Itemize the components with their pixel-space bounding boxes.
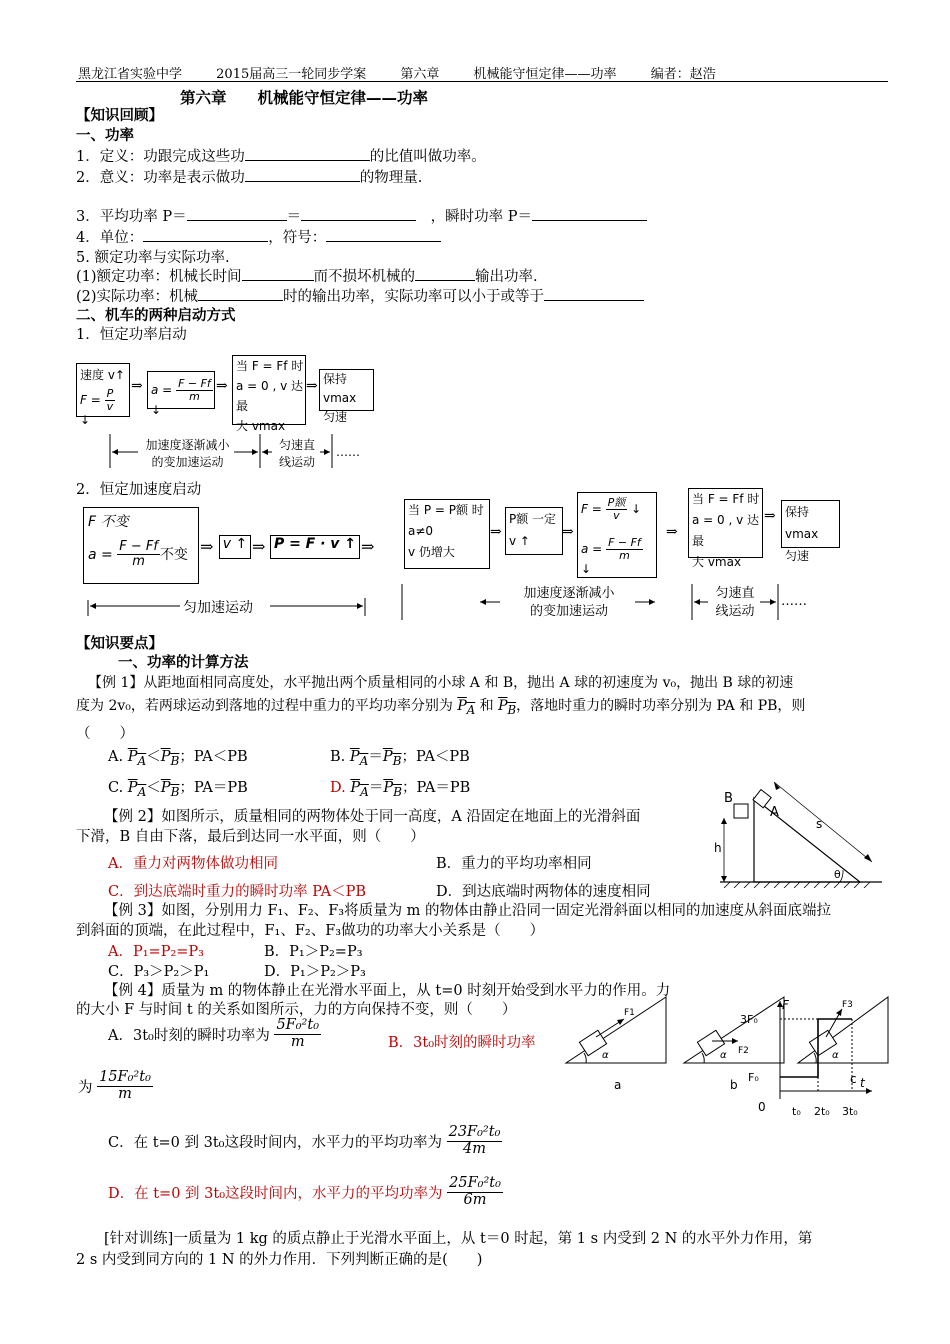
flow2-b4c: v 仍增大 — [408, 545, 455, 559]
fig-2t0: 2t₀ — [814, 1105, 830, 1118]
review-line-3 — [76, 205, 647, 226]
s: A — [466, 702, 476, 717]
fraction — [447, 1125, 503, 1158]
label: A. — [108, 749, 124, 765]
ex3-line-1: 【例 3】如图，分别用力 F₁、F₂、F₃将质量为 m 的物体由静止沿同一固定光滑斜面以相同的加速度从斜面底端拉 — [104, 903, 832, 919]
s: A — [137, 784, 147, 799]
ex3-option-a[interactable] — [108, 940, 204, 961]
s: B — [170, 753, 180, 768]
den: m — [290, 1033, 305, 1050]
den: m — [132, 554, 145, 570]
ex4-line-2: 的大小 F 与时间 t 的关系如图所示，力的方向保持不变，则（ ） — [76, 1002, 517, 1018]
num: F − Ff — [119, 539, 158, 554]
fig-f2: F2 — [738, 1046, 749, 1056]
p: P — [127, 749, 138, 765]
implies-arrow-icon: ⇒ — [490, 524, 502, 540]
blank[interactable] — [544, 286, 644, 301]
l: 线运动 — [715, 604, 755, 619]
flow2-box-3: P = F · v ↑ — [270, 535, 360, 559]
den: v — [613, 509, 620, 523]
header-author: 编者：赵浩 — [650, 67, 716, 82]
s: B — [393, 784, 402, 799]
fig-f0: F₀ — [748, 1071, 759, 1084]
blank[interactable] — [242, 266, 314, 281]
ex1-line-2 — [76, 695, 805, 717]
blank[interactable] — [415, 266, 475, 281]
flow2-b1c: 不变 — [159, 546, 188, 563]
flow1-b4a: 保持 vmax — [323, 372, 357, 405]
ex4-option-d[interactable] — [108, 1176, 503, 1209]
startup-1: 1．恒定功率启动 — [76, 327, 187, 343]
section-power: 一、功率 — [76, 128, 134, 144]
fig-label-theta: θ — [834, 868, 841, 881]
ex2-line-1: 【例 2】如图所示，质量相同的两物体处于同一高度，A 沿固定在地面上的光滑斜面 — [104, 809, 641, 825]
flow2-b4b: a≠0 — [408, 524, 434, 538]
ex4-option-c[interactable] — [108, 1125, 502, 1158]
ex2-option-b[interactable]: B．重力的平均功率相同 — [436, 856, 592, 872]
ex4-force-figure — [562, 995, 892, 1120]
p: P — [457, 698, 467, 714]
l: 的变加速运动 — [529, 604, 608, 619]
l3c: ，瞬时功率 P＝ — [430, 209, 532, 225]
fig-origin: 0 — [758, 1100, 766, 1114]
num: 15F₀²t₀ — [99, 1069, 151, 1085]
s: B — [170, 784, 180, 799]
flow2-b5b: v ↑ — [509, 534, 530, 548]
s: A — [137, 753, 147, 768]
fraction — [606, 537, 643, 562]
den: m — [619, 549, 630, 563]
p: P — [498, 698, 508, 714]
op: ＜ — [146, 749, 161, 765]
num: 23F₀²t₀ — [448, 1124, 501, 1140]
implies-arrow-icon: ⇒ — [361, 537, 375, 556]
p: P — [382, 749, 393, 765]
implies-arrow-icon: ⇒ — [200, 537, 214, 556]
fig-label-a: A — [770, 805, 779, 820]
implies-arrow-icon: ⇒ — [216, 378, 228, 394]
t: B．3t₀时刻的瞬时功率 — [388, 1035, 536, 1051]
l3b: ＝ — [286, 209, 302, 225]
flow1-dots: …… — [336, 445, 360, 459]
fig-label-b: B — [724, 791, 733, 806]
flow2-b1-formula — [88, 540, 188, 570]
training-line-1: [针对训练]一质量为 1 kg 的质点静止于光滑水平面上，从 t＝0 时起，第 1 s 内受到 2 N 的水平外力作用，第 — [104, 1231, 813, 1247]
pbar — [382, 749, 402, 768]
page-header — [78, 63, 746, 82]
header-divider — [76, 81, 888, 82]
fraction — [274, 1018, 321, 1051]
section-startup: 二、机车的两种启动方式 — [76, 308, 236, 324]
flow1-box-3 — [232, 355, 306, 433]
implies-arrow-icon: ⇒ — [562, 524, 574, 540]
flow2-box-4 — [404, 499, 490, 569]
flow1-b3c: 大 vmax — [236, 419, 286, 433]
flow1-b1-formula — [80, 388, 129, 427]
l: 线运动 — [278, 455, 315, 469]
startup-2: 2．恒定加速度启动 — [76, 482, 202, 498]
l6a: (1)额定功率：机械长时间 — [76, 269, 242, 285]
den: m — [118, 1085, 132, 1102]
t: A．重力对两物体做功相同 — [108, 856, 278, 872]
flow2-box-6 — [577, 492, 657, 578]
l: 匀速直 — [715, 586, 755, 601]
ex1-option-a[interactable] — [108, 745, 248, 768]
review-line-4 — [76, 226, 441, 247]
flow1-b1b: F = — [80, 393, 101, 408]
den: m — [189, 390, 200, 404]
tail: ；PA＜PB — [401, 749, 470, 765]
l4a: 4．单位： — [76, 230, 144, 246]
fig-axis-f: F — [782, 998, 789, 1012]
ex4-option-a[interactable] — [108, 1018, 321, 1051]
p: P — [383, 780, 394, 796]
flow2-b5a: P额 一定 — [509, 512, 557, 526]
p: P — [127, 780, 138, 796]
pbar — [349, 749, 369, 768]
flow1-box-2 — [147, 371, 215, 418]
blank[interactable] — [143, 227, 268, 242]
flow2-b7c: 大 vmax — [692, 555, 742, 569]
fig-t0: t₀ — [792, 1105, 801, 1118]
fig-label-a: a — [614, 1078, 622, 1092]
num: F − Ff — [178, 377, 211, 390]
flow1-b2a: a = — [151, 383, 173, 398]
num: P — [106, 387, 114, 400]
fig-axis-t: t — [860, 1076, 865, 1090]
fig-alpha: α — [720, 1050, 727, 1061]
pbar — [127, 749, 147, 768]
pbar-b — [498, 698, 517, 717]
pbar — [350, 780, 369, 799]
flow1-b3b: a = 0 , v 达最 — [236, 379, 304, 413]
t: 度为 2v₀，若两球运动到落地的过程中重力的平均功率分别为 — [76, 698, 453, 714]
pbar-a — [457, 698, 476, 717]
l4b: ，符号： — [268, 230, 327, 246]
flow1-label-1 — [140, 437, 235, 471]
blank[interactable] — [245, 146, 370, 161]
blank[interactable] — [198, 286, 283, 301]
t: 和 — [479, 698, 494, 714]
flow1-label-2 — [272, 437, 322, 471]
fig-f3: F3 — [842, 1000, 853, 1010]
flow2-b8a: 保持 vmax — [785, 505, 819, 541]
p: P — [160, 780, 171, 796]
header-course: 2015届高三一轮同步学案 — [216, 67, 367, 82]
flow2-box-2: v ↑ — [219, 535, 251, 559]
flow2-label-3 — [710, 585, 760, 621]
blank[interactable] — [301, 206, 416, 221]
pbar — [383, 780, 402, 799]
l6b: 而不损坏机械的 — [313, 269, 416, 285]
down-arrow-icon: ↓ — [151, 403, 162, 418]
flow2-box-5 — [505, 507, 563, 555]
flow1-b4b: 匀速 — [323, 410, 348, 424]
label: C. — [108, 780, 124, 796]
flow1-box-4 — [319, 369, 374, 424]
flow2-b6-top — [581, 497, 641, 522]
fig-alpha: α — [602, 1050, 609, 1061]
flow2-dots: …… — [781, 594, 807, 609]
l6c: 输出功率. — [475, 269, 538, 285]
s: B — [392, 753, 402, 768]
flow2-box-7 — [688, 488, 763, 569]
s: A — [360, 784, 369, 799]
l: 加速度逐渐减小 — [145, 438, 230, 452]
flow1-box-1 — [76, 363, 130, 428]
l3a: 3．平均功率 P＝ — [76, 209, 187, 225]
op: ＜ — [146, 780, 161, 796]
flow1-b2-formula — [151, 378, 214, 417]
ex1-option-b[interactable] — [330, 745, 470, 768]
down-arrow-icon: ↓ — [581, 562, 592, 577]
flow2-b6a: F = — [581, 502, 602, 517]
implies-arrow-icon: ⇒ — [764, 508, 776, 524]
fig-alpha: α — [832, 1050, 839, 1061]
flow2-box-8 — [781, 500, 840, 563]
fig-3f0: 3F₀ — [740, 1013, 758, 1026]
blank[interactable] — [187, 206, 287, 221]
ex2-line-2: 下滑，B 自由下落，最后到达同一水平面，则（ ） — [76, 829, 425, 845]
l: 匀速直 — [278, 438, 315, 452]
fig-label-s: s — [816, 817, 823, 831]
l2a: 2．意义：功率是表示做功 — [76, 170, 245, 186]
ex4-option-b[interactable] — [388, 1031, 536, 1052]
t: D．在 t=0 到 3t₀这段时间内，水平力的平均功率为 — [108, 1185, 443, 1202]
fig-f1: F1 — [624, 1008, 635, 1018]
l7a: (2)实际功率：机械 — [76, 289, 199, 305]
review-line-1 — [76, 145, 486, 166]
num: 25F₀²t₀ — [449, 1175, 501, 1191]
num: 5F₀²t₀ — [276, 1017, 320, 1033]
header-topic: 机械能守恒定律——功率 — [473, 67, 617, 82]
fraction — [117, 540, 160, 570]
num: F − Ff — [608, 536, 641, 549]
flow1-b1a: 速度 v↑ — [80, 368, 125, 382]
pbar — [127, 780, 147, 799]
p: P — [350, 780, 361, 796]
label: B. — [330, 749, 346, 765]
down-arrow-icon: ↓ — [631, 502, 642, 517]
tail: ；PA＝PB — [179, 780, 248, 796]
flow2-box-1 — [83, 507, 199, 584]
l1b: 的比值叫做功率。 — [369, 149, 486, 165]
blank[interactable] — [532, 206, 647, 221]
t: C．在 t=0 到 3t₀这段时间内，水平力的平均功率为 — [108, 1134, 442, 1151]
ex3-option-b[interactable]: B．P₁＞P₂=P₃ — [264, 944, 363, 960]
blank[interactable] — [326, 227, 441, 242]
flow2-label-1: 匀加速运动 — [183, 600, 253, 616]
implies-arrow-icon: ⇒ — [131, 378, 143, 394]
t: A．P₁=P₂=P₃ — [108, 944, 204, 960]
p: P — [349, 749, 360, 765]
fraction — [447, 1176, 503, 1209]
points-heading: 【知识要点】 — [76, 636, 163, 652]
header-school: 黑龙江省实验中学 — [78, 67, 183, 82]
ex1-line-1: 【例 1】从距地面相同高度处，水平抛出两个质量相同的小球 A 和 B，抛出 A 球的初速度为 v₀，抛出 B 球的初速 — [88, 675, 794, 691]
l2b: 的物理量. — [359, 170, 423, 186]
fig-label-h: h — [714, 841, 722, 855]
num: P额 — [607, 496, 626, 509]
op: ＝ — [368, 749, 383, 765]
flow2-b7b: a = 0 , v 达最 — [692, 513, 760, 548]
ex3-line-2: 到斜面的顶端，在此过程中，F₁、F₂、F₃做功的功率大小关系是（ ） — [76, 923, 545, 939]
down-arrow-icon: ↓ — [80, 413, 91, 428]
op: ＝ — [368, 780, 384, 796]
l: 加速度逐渐减小 — [523, 586, 615, 601]
den: 4m — [463, 1140, 486, 1157]
ex1-option-d[interactable] — [330, 776, 470, 799]
flow2-b1b: a = — [88, 546, 113, 563]
ex2-option-d[interactable]: D．到达底端时两物体的速度相同 — [436, 884, 651, 900]
den: 6m — [463, 1191, 487, 1208]
den: v — [106, 400, 114, 414]
ex4-line-1: 【例 4】质量为 m 的物体静止在光滑水平面上，从 t=0 时刻开始受到水平力的作用。力 — [104, 983, 671, 999]
ex3-option-d[interactable]: D．P₁＞P₂＞P₃ — [264, 964, 366, 980]
page-title: 第六章 机械能守恒定律——功率 — [180, 89, 429, 107]
flow2-b1a: F 不变 — [88, 514, 129, 530]
fig-label-b: b — [730, 1078, 738, 1092]
pbar — [160, 780, 180, 799]
fig-label-c: c — [850, 1072, 857, 1086]
t: C．到达底端时重力的瞬时功率 PA＜PB — [108, 884, 367, 900]
points-section-1: 一、功率的计算方法 — [118, 655, 249, 671]
p: P — [160, 749, 171, 765]
ex4-option-b-cont — [78, 1070, 153, 1103]
blank[interactable] — [245, 167, 360, 182]
ex2-option-a[interactable] — [108, 852, 278, 873]
ex1-line-3: （ ） — [76, 726, 134, 742]
fraction — [105, 388, 116, 413]
flow2-b6b: a = — [581, 542, 603, 557]
flow2-label-2 — [509, 585, 629, 621]
fraction — [176, 378, 213, 403]
review-line-2 — [76, 166, 422, 187]
l1a: 1．定义：功跟完成这些功 — [76, 149, 245, 165]
flow2-b8b: 匀速 — [785, 549, 810, 563]
l7b: 时的输出功率，实际功率可以小于或等于 — [283, 289, 545, 305]
s: B — [507, 702, 517, 717]
s: A — [359, 753, 369, 768]
review-line-7 — [76, 285, 644, 306]
ex2-incline-figure — [712, 778, 892, 888]
fig-3t0: 3t₀ — [842, 1105, 858, 1118]
review-line-5: 5. 额定功率与实际功率. — [76, 250, 230, 266]
label: D. — [330, 780, 346, 796]
implies-arrow-icon: ⇒ — [252, 537, 266, 556]
tail: ；PA＜PB — [179, 749, 248, 765]
fraction — [97, 1070, 153, 1103]
pbar — [160, 749, 180, 768]
header-chapter: 第六章 — [400, 67, 440, 82]
training-line-2: 2 s 内受到同方向的 1 N 的外力作用．下列判断正确的是( ) — [76, 1252, 483, 1268]
t: A．3t₀时刻的瞬时功率为 — [108, 1027, 270, 1044]
flow2-b6-bottom — [581, 537, 656, 576]
tail: ；PA＝PB — [401, 780, 471, 796]
flow2-b4a: 当 P = P额 时 — [408, 503, 484, 517]
review-line-6 — [76, 265, 538, 286]
t: 为 — [78, 1079, 93, 1096]
implies-arrow-icon: ⇒ — [666, 524, 678, 540]
flow2-b7a: 当 F = Ff 时 — [692, 492, 760, 506]
ex3-option-c[interactable]: C．P₃＞P₂＞P₁ — [108, 964, 210, 980]
ex1-option-c[interactable] — [108, 776, 248, 799]
implies-arrow-icon: ⇒ — [306, 378, 318, 394]
flow1-b3a: 当 F = Ff 时 — [236, 359, 304, 373]
l: 的变加速运动 — [151, 455, 224, 469]
review-heading: 【知识回顾】 — [76, 108, 163, 124]
fraction — [606, 497, 628, 522]
t: ，落地时重力的瞬时功率分别为 PA 和 PB，则 — [516, 698, 806, 714]
ex2-option-c[interactable] — [108, 880, 366, 901]
